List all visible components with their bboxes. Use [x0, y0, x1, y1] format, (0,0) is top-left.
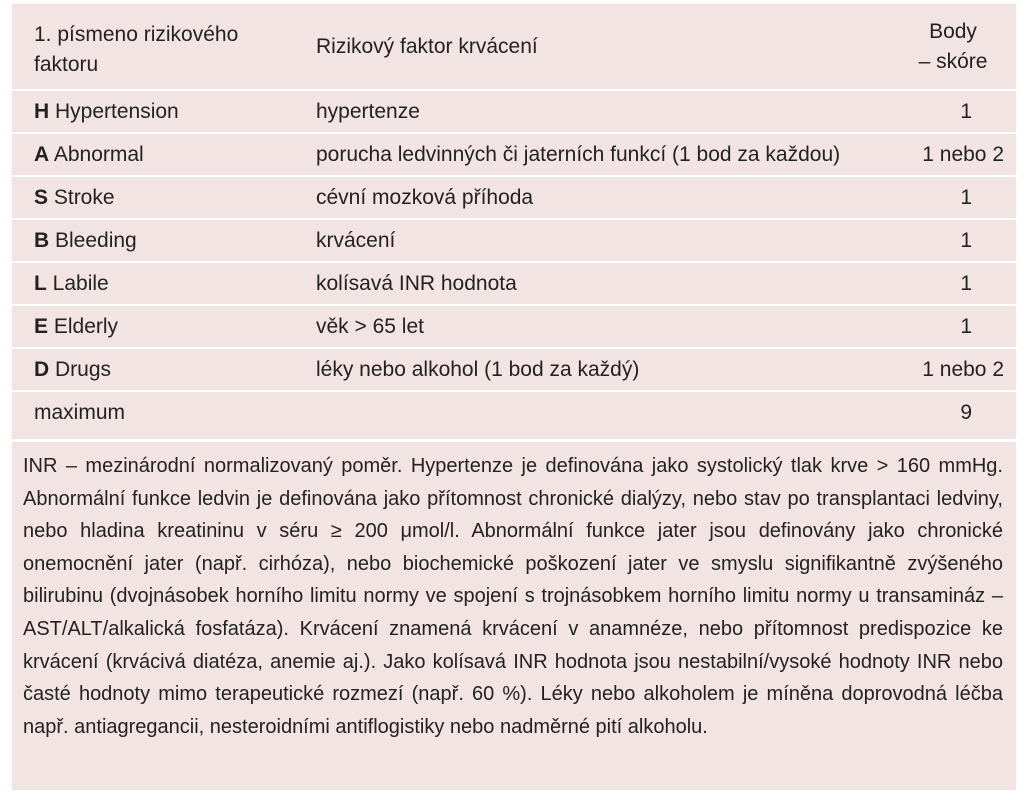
risk-name: Bleeding: [49, 228, 137, 252]
risk-score: 1 nebo 2: [896, 133, 1016, 176]
table-row: [12, 133, 1016, 176]
table-row: [12, 262, 1016, 305]
risk-description: porucha ledvinných či jaterních funkcí (1 bod za každou): [294, 133, 896, 176]
risk-letter-cell: [12, 133, 294, 176]
risk-letter: L: [34, 271, 47, 295]
risk-description: věk > 65 let: [294, 305, 896, 348]
risk-score-table: [12, 4, 1016, 434]
risk-description: kolísavá INR hodnota: [294, 262, 896, 305]
risk-letter-cell: [12, 348, 294, 391]
risk-score: 1: [896, 262, 1016, 305]
risk-letter: S: [34, 185, 49, 209]
risk-score: 1: [896, 90, 1016, 133]
risk-letter-cell: [12, 176, 294, 219]
risk-name: Hypertension: [49, 99, 179, 123]
table-row: [12, 348, 1016, 391]
maximum-label: maximum: [34, 401, 126, 424]
risk-description: cévní mozková příhoda: [294, 176, 896, 219]
header-risk-factor: Rizikový faktor krvácení: [294, 4, 896, 90]
table-row: [12, 176, 1016, 219]
risk-score: 1: [896, 219, 1016, 262]
header-score: [896, 4, 1016, 90]
risk-score: 1: [896, 176, 1016, 219]
has-bled-score-panel: [12, 4, 1016, 790]
risk-name: Elderly: [48, 314, 119, 338]
maximum-score: 9: [960, 401, 972, 424]
risk-letter-cell: [12, 305, 294, 348]
risk-name: Drugs: [49, 357, 112, 381]
risk-letter-cell: [12, 219, 294, 262]
table-footnote: INR – mezinárodní normalizovaný poměr. Hypertenze je definována jako systolický tlak krve > 160 mmHg. Abnormální funkce ledvin je definována jako přítomnost chronické dialýzy, nebo stav po transplantaci ledviny, nebo hladina kreatininu v séru ≥ 200 μmol/l. Abnormální funkce jater jsou definovány jako chronické onemocnění jater (např. cirhóza), nebo biochemické poškození jater ve smyslu signifikantně zvýšeného bilirubinu (dvojnásobek horního limitu normy ve spojení s trojnásobkem horního limitu normy u transamináz – AST/ALT/alkalická fosfatáza). Krvácení znamená krvácení v anamnéze, nebo přítomnost predispozice ke krvácení (krvácivá diatéza, anemie aj.). Jako kolísavá INR hodnota jsou nestabilní/vysoké hodnoty INR nebo časté hodnoty mimo terapeutické rozmezí (např. 60 %). Léky nebo alkoholem je míněna doprovodná léčba např. antiagregancii, nesteroidními antiflogistiky nebo nadměrné pití alkoholu.: [23, 455, 1003, 738]
table-row: [12, 219, 1016, 262]
risk-letter: A: [34, 142, 50, 166]
risk-name: Abnormal: [49, 142, 144, 166]
risk-description: hypertenze: [294, 90, 896, 133]
risk-letter: D: [34, 357, 50, 381]
maximum-empty-cell: [294, 391, 896, 434]
header-score-line1: Body: [929, 19, 977, 43]
risk-score: 1: [896, 305, 1016, 348]
table-row: [12, 90, 1016, 133]
risk-letter-cell: [12, 262, 294, 305]
risk-letter: B: [34, 228, 50, 252]
risk-letter: E: [34, 314, 49, 338]
risk-score: 1 nebo 2: [896, 348, 1016, 391]
header-risk-letter-line2: faktoru: [34, 52, 99, 76]
risk-description: léky nebo alkohol (1 bod za každý): [294, 348, 896, 391]
maximum-row: [12, 391, 1016, 434]
risk-name: Labile: [46, 271, 109, 295]
note-divider: [12, 439, 1016, 442]
table-row: [12, 305, 1016, 348]
risk-description: krvácení: [294, 219, 896, 262]
header-score-line2: – skóre: [918, 49, 988, 73]
risk-letter-cell: [12, 90, 294, 133]
header-risk-letter-line1: 1. písmeno rizikového: [34, 22, 239, 46]
risk-name: Stroke: [48, 185, 115, 209]
header-risk-letter: [12, 4, 294, 90]
risk-letter: H: [34, 99, 50, 123]
table-header-row: [12, 4, 1016, 90]
